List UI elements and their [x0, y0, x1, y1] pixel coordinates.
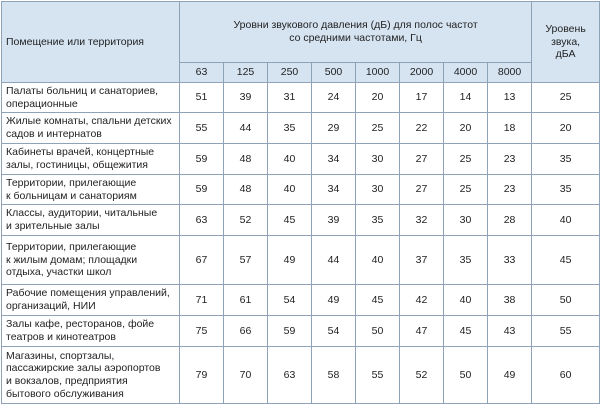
header-frequency-group	[180, 2, 532, 63]
sound-pressure-cell: 20	[356, 83, 400, 113]
freq-header: 250	[268, 63, 312, 83]
sound-pressure-cell: 23	[488, 175, 532, 205]
room-name-line: театров и кинотеатров	[6, 331, 116, 343]
sound-pressure-cell: 48	[224, 144, 268, 175]
sound-pressure-cell: 47	[400, 316, 444, 347]
sound-pressure-cell: 71	[180, 285, 224, 316]
sound-pressure-cell: 54	[312, 316, 356, 347]
table-row	[2, 347, 600, 404]
table-body	[2, 83, 600, 404]
sound-pressure-cell: 27	[400, 175, 444, 205]
table-row	[2, 205, 600, 236]
sound-pressure-cell: 59	[180, 144, 224, 175]
sound-pressure-cell: 40	[356, 236, 400, 285]
sound-level-cell: 55	[532, 316, 600, 347]
sound-pressure-cell: 45	[444, 316, 488, 347]
sound-level-cell: 40	[532, 205, 600, 236]
noise-levels-table	[1, 1, 600, 404]
sound-pressure-cell: 52	[224, 205, 268, 236]
header-level-line2: звука,	[551, 35, 581, 48]
sound-pressure-cell: 31	[268, 83, 312, 113]
sound-pressure-cell: 24	[312, 83, 356, 113]
room-cell	[2, 236, 180, 285]
table-row	[2, 285, 600, 316]
sound-pressure-cell: 59	[180, 175, 224, 205]
room-name-line: Территории, прилегающие	[6, 176, 137, 189]
sound-pressure-cell: 55	[356, 347, 400, 404]
sound-pressure-cell: 44	[312, 236, 356, 285]
freq-header: 1000	[356, 63, 400, 83]
sound-pressure-cell: 40	[268, 175, 312, 205]
sound-pressure-cell: 29	[312, 113, 356, 144]
sound-pressure-cell: 27	[400, 144, 444, 175]
room-name-line: бытового обслуживания	[6, 387, 124, 400]
header-room: Помещение или территория	[2, 2, 180, 83]
sound-pressure-cell: 28	[488, 205, 532, 236]
sound-pressure-cell: 33	[488, 236, 532, 285]
header-level-line3: дБА	[555, 48, 576, 61]
table-row	[2, 113, 600, 144]
sound-pressure-cell: 35	[268, 113, 312, 144]
sound-pressure-cell: 30	[356, 175, 400, 205]
room-name-line: к больницам и санаториям	[6, 189, 137, 202]
sound-pressure-cell: 35	[444, 236, 488, 285]
header-sound-level	[532, 2, 600, 83]
sound-pressure-cell: 20	[444, 113, 488, 144]
room-name-line: Палаты больниц и санаториев,	[6, 84, 159, 97]
sound-pressure-cell: 67	[180, 236, 224, 285]
sound-level-cell: 60	[532, 347, 600, 404]
sound-pressure-cell: 25	[444, 144, 488, 175]
sound-pressure-cell: 22	[400, 113, 444, 144]
sound-pressure-cell: 35	[356, 205, 400, 236]
room-cell	[2, 113, 180, 144]
room-cell	[2, 83, 180, 113]
sound-pressure-cell: 18	[488, 113, 532, 144]
sound-level-cell: 45	[532, 236, 600, 285]
room-cell	[2, 175, 180, 205]
room-name-line: Территории, прилегающие	[6, 241, 137, 254]
room-name-line: и зрительные залы	[6, 220, 100, 232]
room-name-line: организаций, НИИ	[6, 300, 96, 312]
sound-pressure-cell: 61	[224, 285, 268, 316]
room-name-line: Магазины, спортзалы,	[6, 349, 115, 362]
sound-pressure-cell: 75	[180, 316, 224, 347]
room-name-line: Жилые комнаты, спальни детских	[6, 115, 172, 128]
sound-pressure-cell: 42	[400, 285, 444, 316]
table-row	[2, 144, 600, 175]
sound-level-cell: 50	[532, 285, 600, 316]
sound-pressure-cell: 57	[224, 236, 268, 285]
sound-pressure-cell: 50	[444, 347, 488, 404]
freq-header: 63	[180, 63, 224, 83]
sound-pressure-cell: 32	[400, 205, 444, 236]
sound-pressure-cell: 40	[268, 144, 312, 175]
freq-header: 2000	[400, 63, 444, 83]
room-name-line: к жилым домам; площадки	[6, 253, 138, 266]
sound-pressure-cell: 13	[488, 83, 532, 113]
header-group-line2: со средними частотами, Гц	[289, 32, 422, 44]
sound-pressure-cell: 50	[356, 316, 400, 347]
sound-pressure-cell: 63	[180, 205, 224, 236]
room-name-line: пассажирские залы аэропортов	[6, 362, 161, 375]
room-name-line: операционные	[6, 97, 78, 110]
sound-level-cell: 35	[532, 175, 600, 205]
sound-pressure-cell: 44	[224, 113, 268, 144]
sound-pressure-cell: 45	[268, 205, 312, 236]
header-group-line1: Уровни звукового давления (дБ) для полос частот	[233, 19, 478, 32]
freq-header: 8000	[488, 63, 532, 83]
room-cell	[2, 316, 180, 347]
room-cell	[2, 285, 180, 316]
room-name-line: Классы, аудитории, читальные	[6, 207, 158, 220]
table-row	[2, 175, 600, 205]
table-row	[2, 236, 600, 285]
sound-pressure-cell: 59	[268, 316, 312, 347]
sound-pressure-cell: 49	[312, 285, 356, 316]
sound-pressure-cell: 39	[224, 83, 268, 113]
sound-pressure-cell: 45	[356, 285, 400, 316]
room-name-line: Кабинеты врачей, концертные	[6, 146, 155, 159]
sound-pressure-cell: 25	[444, 175, 488, 205]
room-name-line: Рабочие помещения управлений,	[6, 287, 170, 300]
sound-pressure-cell: 55	[180, 113, 224, 144]
sound-pressure-cell: 63	[268, 347, 312, 404]
sound-level-cell: 25	[532, 83, 600, 113]
sound-pressure-cell: 30	[356, 144, 400, 175]
sound-pressure-cell: 30	[444, 205, 488, 236]
sound-pressure-cell: 25	[356, 113, 400, 144]
sound-pressure-cell: 66	[224, 316, 268, 347]
room-name-line: залы, гостиницы, общежития	[6, 159, 148, 171]
sound-pressure-cell: 34	[312, 144, 356, 175]
sound-pressure-cell: 39	[312, 205, 356, 236]
sound-pressure-cell: 54	[268, 285, 312, 316]
table-row	[2, 316, 600, 347]
sound-pressure-cell: 37	[400, 236, 444, 285]
sound-level-cell: 20	[532, 113, 600, 144]
sound-pressure-cell: 49	[488, 347, 532, 404]
room-cell	[2, 144, 180, 175]
freq-header: 500	[312, 63, 356, 83]
table-row	[2, 83, 600, 113]
room-cell	[2, 205, 180, 236]
sound-pressure-cell: 52	[400, 347, 444, 404]
sound-pressure-cell: 51	[180, 83, 224, 113]
sound-pressure-cell: 49	[268, 236, 312, 285]
header-level-line1: Уровень	[545, 23, 586, 36]
room-cell	[2, 347, 180, 404]
sound-level-cell: 35	[532, 144, 600, 175]
room-name-line: садов и интернатов	[6, 128, 102, 140]
freq-header: 125	[224, 63, 268, 83]
room-name-line: Залы кафе, ресторанов, фойе	[6, 318, 155, 331]
sound-pressure-cell: 79	[180, 347, 224, 404]
sound-pressure-cell: 23	[488, 144, 532, 175]
sound-pressure-cell: 58	[312, 347, 356, 404]
sound-pressure-cell: 34	[312, 175, 356, 205]
sound-pressure-cell: 38	[488, 285, 532, 316]
sound-pressure-cell: 14	[444, 83, 488, 113]
sound-pressure-cell: 40	[444, 285, 488, 316]
sound-pressure-cell: 43	[488, 316, 532, 347]
room-name-line: отдыха, участки школ	[6, 266, 112, 279]
sound-pressure-cell: 70	[224, 347, 268, 404]
sound-pressure-cell: 48	[224, 175, 268, 205]
room-name-line: и вокзалов, предприятия	[6, 375, 128, 387]
freq-header: 4000	[444, 63, 488, 83]
sound-pressure-cell: 17	[400, 83, 444, 113]
